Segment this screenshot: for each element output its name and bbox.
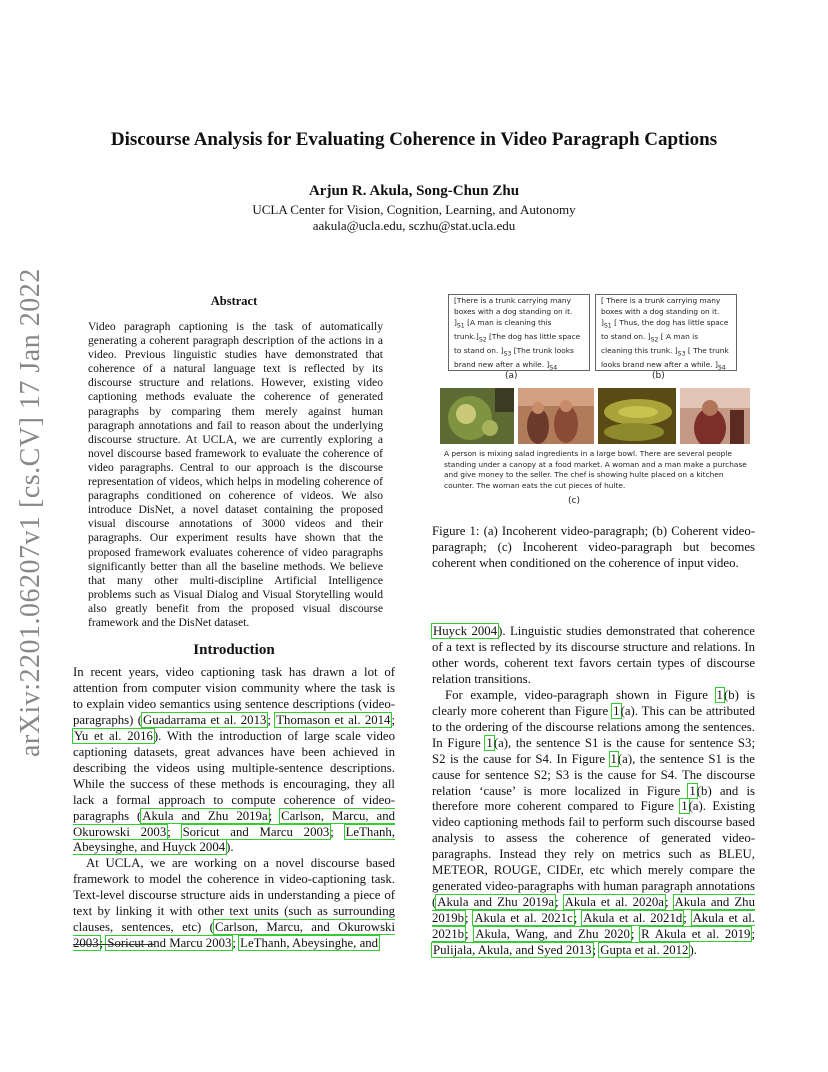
citation-link[interactable]: Yu et al. 2016 [74,728,153,743]
panel-a-sentence-4: [The trunk looks brand new after a while. ] [454,346,574,370]
figure-ref-link[interactable]: 1 [610,751,617,766]
text-run: (a), the sentence S1 is the cause for sentence S3; S2 is the cause for S4. In Figure [432,735,755,766]
text-run: (a). This can be attributed to the ordering of the discourse relations among the sentences. In Figure [432,703,755,750]
figure-panel-a [448,294,590,371]
citation-link[interactable]: Akula and Zhu 2019a [437,895,555,910]
affiliation-block [0,202,828,234]
text-run: (a), the sentence S1 is the cause for sentence S2; S3 is the cause for S4. The discourse relation ‘cause’ is more localized in Figure [432,751,755,798]
subscript: S1 [456,322,465,330]
text-run: (b) and is therefore more coherent compared to Figure [432,783,755,814]
text-run: At UCLA, we are working on a novel discourse based framework to model the coherence in video-captioning task. Text-level discourse structure aids in understanding a piece of text by linking it with other text units (such as surrounding clauses, sentences, etc) ( [73,856,395,935]
paper-authors: Arjun R. Akula, Song-Chun Zhu [308,183,520,199]
citation-link[interactable]: Soricut and Marcu 2003 [107,936,232,951]
citation-link[interactable]: Akula et al. 2021d [583,911,683,926]
subscript: S4 [717,364,726,372]
video-frame-salad [440,388,514,444]
panel-a-sentence-2: [A man is cleaning this trunk.] [454,317,552,341]
subscript: S3 [677,350,686,358]
paper-title: Discourse Analysis for Evaluating Coherence in Video Paragraph Captions [110,129,718,150]
subscript: S4 [549,364,558,372]
text-run: For example, video-paragraph shown in Figure [445,687,716,702]
subscript: S2 [650,336,659,344]
citation-link[interactable]: Akula et al. 2020a [564,895,664,910]
text-run: ). Linguistic studies demonstrated that coherence of a text is reflected by its discourse structure and relations. In other words, coherent text favors certain types of discourse relation transitions. [432,624,755,686]
figure-ref-link[interactable]: 1 [681,799,688,814]
figure-ref-link[interactable]: 1 [716,687,723,702]
citation-link[interactable]: Akula et al. 2021b [432,911,755,942]
citation-link[interactable]: Carlson, Marcu, and Okurowski 2003 [73,920,395,951]
citation-link[interactable]: Akula and Zhu 2019b [432,895,755,926]
abstract-text: Video paragraph captioning is the task of automatically generating a coherent paragraph description of the actions in a video. Previous linguistic studies have demonstrated that coherence of a natural language text is reflected by its discourse structure and relations. However, existing video captioning methods evaluate the coherence of generated paragraphs by comparing them merely against human paragraph annotations and fail to reason about the underlying discourse structure. At UCLA, we are currently exploring a novel discourse based framework to evaluate the coherence of video paragraphs. Central to our approach is the discourse representation of videos, which helps in modeling coherence of paragraphs conditioned on coherence of videos. We also introduce DisNet, a novel dataset containing the proposed visual discourse annotations of 3000 videos and their paragraphs. Our experiment results have shown that the proposed framework evaluates coherence of video paragraphs significantly better than all the baseline methods. We believe that many other multi-discipline Artificial Intelligence problems such as Visual Dialog and Visual Storytelling would also greatly benefit from the proposed visual discourse framework and the DisNet dataset. [88,320,383,629]
citation-link[interactable]: R Akula et al. 2019 [641,927,751,942]
panel-c-description: A person is mixing salad ingredients in a large bowl. There are several people standing under a canopy at a food market. A woman and a man make a purchase and give money to the seller. The chef is showing hulte placed on a kitchen counter. The woman eats the cut pieces of hulte. [444,449,747,490]
citation-link[interactable]: Akula, Wang, and Zhu 2020 [475,927,630,942]
citation-link[interactable]: Huyck 2004 [433,624,498,638]
panel-b-label: (b) [652,371,665,381]
panel-b-sentence-3: [ A man is cleaning this trunk. ] [601,331,699,356]
left-column-text [73,665,395,952]
panel-a-label: (a) [505,371,518,381]
text-run: ). With the introduction of large scale video captioning datasets, great advances have been achieved in describing the videos using multiple-sentence descriptions. While the success of these methods is encouraging, they all lack a formal approach to compute coherence of video-paragraphs ( [73,728,395,823]
video-frame-market [518,388,594,444]
citation-link[interactable]: Gupta et al. 2012 [600,943,689,958]
citation-link[interactable]: Soricut and Marcu 2003 [182,824,330,839]
introduction-heading: Introduction [193,642,275,658]
citation-link[interactable]: Guadarrama et al. 2013 [142,712,267,727]
subscript: S1 [603,322,612,330]
intro-paragraph-2-cont [432,624,755,688]
abstract-heading: Abstract [210,294,258,308]
intro-paragraph-3: For example, video-paragraph shown in Figure 1(b) is clearly more coherent than Figure 1(a). This can be attributed to the ordering of the discourse relations among the sentences. In Figure 1(a), the sentence S1 is the cause for sentence S3; S2 is the cause for S4. In Figure 1(a), the sentence S1 is the cause for sentence S2; S3 is the cause for S4. The discourse relation ‘cause’ is more localized in Figure 1(b) and is therefore more coherent compared to Figure 1(a). Existing video captioning methods fail to perform such discourse based analysis to assess the coherence of generated video-paragraphs. Instead they rely on metrics such as BLEU, METEOR, ROUGE, CIDEr, etc which merely compare the generated video-paragraphs with human paragraph annotations (Akula and Zhu 2019a; Akula et al. 2020a; Akula and Zhu 2019b; Akula et al. 2021c; Akula et al. 2021d; Akula et al. 2021b; Akula, Wang, and Zhu 2020; R Akula et al. 2019; Pulijala, Akula, and Syed 2013; Gupta et al. 2012). [432,687,756,958]
citation-link[interactable]: Akula and Zhu 2019a [142,808,268,823]
author-emails: aakula@ucla.edu, sczhu@stat.ucla.edu [312,218,516,233]
citation-link[interactable]: LeThanh, Abeysinghe, and Huyck 2004 [73,824,395,855]
figure-panel-b [595,294,737,371]
intro-paragraph-2: At UCLA, we are working on a novel discourse based framework to model the coherence in video-captioning task. Text-level discourse structure aids in understanding a piece of text by linking it with other text units (such as surrounding clauses, sentences, etc) (Carlson, Marcu, and Okurowski 2003; Soricut and Marcu 2003; LeThanh, Abeysinghe, and [73,856,395,951]
panel-b-sentence-4: [ The trunk looks brand new after a while. ] [601,346,729,370]
panel-a-sentence-3: [The dog has little space to stand on. ] [454,331,581,356]
text-run: ). [226,840,234,855]
right-column-text [432,624,755,959]
citation-link[interactable]: LeThanh, Abeysinghe, and [240,936,379,951]
panel-a-sentence-1: [There is a trunk carrying many boxes with a dog standing on it. ] [454,296,573,327]
text-run: (a). Existing video captioning methods fail to perform such discourse based analysis to assess the coherence of generated video-paragraphs. Instead they rely on metrics such as BLEU, METEOR, ROUGE, CIDEr, etc which merely compare the generated video-paragraphs with human paragraph annotations ( [432,799,755,910]
affiliation: UCLA Center for Vision, Cognition, Learning, and Autonomy [252,202,576,217]
video-frame-woman [680,388,750,444]
text-run: ). [689,943,697,958]
citation-link[interactable]: Akula et al. 2021c [474,911,573,926]
figure-1-caption: Figure 1: (a) Incoherent video-paragraph; (b) Coherent video-paragraph; (c) Incoherent video-paragraph but becomes coherent when conditioned on the coherence of input video. [432,524,755,570]
figure-ref-link[interactable]: 1 [689,783,696,798]
text-run: In recent years, video captioning task has drawn a lot of attention from computer vision community where the task is to explain video semantics using sentence descriptions (video-paragraphs) ( [73,665,395,727]
citation-link[interactable]: Thomason et al. 2014 [276,712,391,727]
figure-ref-link[interactable]: 1 [486,735,493,750]
panel-b-sentence-2: [ Thus, the dog has little space to stand on. ] [601,317,729,341]
intro-paragraph-1: In recent years, video captioning task has drawn a lot of attention from computer vision community where the task is to explain video semantics using sentence descriptions (video-paragraphs) (Guadarrama et al. 2013; Thomason et al. 2014; Yu et al. 2016). With the introduction of large scale video captioning datasets, great advances have been achieved in describing the videos using multiple-sentence descriptions. While the success of these methods is encouraging, they all lack a formal approach to compute coherence of video-paragraphs (Akula and Zhu 2019a; Carlson, Marcu, and Okurowski 2003; Soricut and Marcu 2003; LeThanh, Abeysinghe, and Huyck 2004). [73,665,395,855]
text-run: (b) is clearly more coherent than Figure [432,687,755,718]
video-frame-hulte [598,388,676,444]
citation-link[interactable]: Carlson, Marcu, and Okurowski 2003 [73,808,395,839]
panel-c-label: (c) [568,496,580,506]
footnote-rule [73,944,154,945]
citation-link[interactable]: Pulijala, Akula, and Syed 2013 [433,943,592,958]
subscript: S2 [478,336,487,344]
subscript: S3 [503,350,512,358]
panel-b-sentence-1: [ There is a trunk carrying many boxes with a dog standing on it. ] [601,296,721,327]
arxiv-watermark: arXiv:2201.06207v1 [cs.CV] 17 Jan 2022 [15,268,46,757]
figure-ref-link[interactable]: 1 [613,703,620,718]
video-frames [440,388,750,444]
